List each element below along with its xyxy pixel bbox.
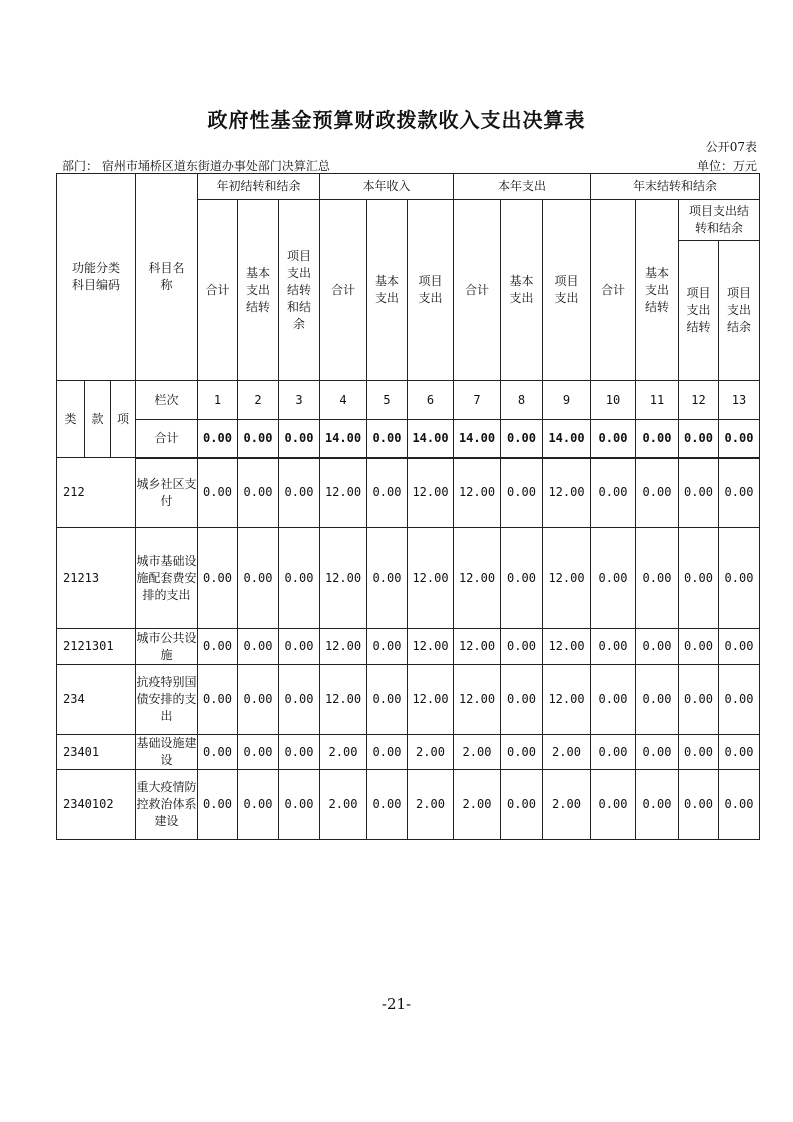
total-cell: 0.00	[719, 420, 760, 458]
row-value: 12.00	[408, 458, 454, 528]
row-name: 城市基础设施配套费安排的支出	[136, 528, 198, 629]
row-value: 0.00	[238, 665, 279, 735]
group-end-header: 年末结转和结余	[591, 174, 760, 200]
total-cell: 0.00	[679, 420, 719, 458]
row-value: 2.00	[543, 770, 591, 840]
row-value: 0.00	[198, 458, 238, 528]
row-value: 2.00	[543, 735, 591, 770]
row-value: 0.00	[367, 770, 408, 840]
col-header-total: 合计	[198, 200, 238, 381]
column-number: 12	[679, 381, 719, 420]
row-value: 12.00	[543, 528, 591, 629]
row-value: 2.00	[320, 770, 367, 840]
row-value: 0.00	[719, 665, 760, 735]
total-cell: 0.00	[367, 420, 408, 458]
row-value: 0.00	[367, 665, 408, 735]
row-value: 12.00	[408, 528, 454, 629]
table-row	[57, 735, 760, 770]
row-value: 0.00	[238, 735, 279, 770]
row-value: 0.00	[636, 665, 679, 735]
col-header-basic: 基本支出	[367, 200, 408, 381]
row-value: 12.00	[408, 665, 454, 735]
row-value: 2.00	[320, 735, 367, 770]
row-value: 2.00	[408, 770, 454, 840]
row-value: 0.00	[679, 528, 719, 629]
row-value: 0.00	[636, 629, 679, 665]
col-header-basic: 基本支出	[501, 200, 543, 381]
row-value: 0.00	[501, 458, 543, 528]
row-value: 0.00	[591, 735, 636, 770]
total-cell: 0.00	[238, 420, 279, 458]
col-header-basic-carry: 基本支出结转	[636, 200, 679, 381]
total-cell: 14.00	[408, 420, 454, 458]
group-income-header: 本年收入	[320, 174, 454, 200]
row-value: 0.00	[279, 735, 320, 770]
row-value: 12.00	[454, 458, 501, 528]
row-value: 12.00	[454, 528, 501, 629]
row-value: 0.00	[198, 665, 238, 735]
row-name: 重大疫情防控救治体系建设	[136, 770, 198, 840]
row-value: 0.00	[719, 629, 760, 665]
row-value: 0.00	[679, 770, 719, 840]
column-number: 5	[367, 381, 408, 420]
row-code: 23401	[57, 735, 136, 770]
row-name: 城乡社区支付	[136, 458, 198, 528]
row-value: 12.00	[320, 629, 367, 665]
row-value: 0.00	[591, 528, 636, 629]
row-value: 0.00	[679, 735, 719, 770]
total-cell: 14.00	[320, 420, 367, 458]
row-value: 0.00	[636, 528, 679, 629]
row-value: 0.00	[591, 665, 636, 735]
row-value: 12.00	[454, 629, 501, 665]
column-number: 8	[501, 381, 543, 420]
row-code: 234	[57, 665, 136, 735]
row-value: 0.00	[198, 770, 238, 840]
row-value: 0.00	[591, 458, 636, 528]
row-value: 12.00	[543, 665, 591, 735]
group-expense-header: 本年支出	[454, 174, 591, 200]
total-cell: 14.00	[543, 420, 591, 458]
row-name: 抗疫特别国债安排的支出	[136, 665, 198, 735]
col-header-project: 项目支出	[543, 200, 591, 381]
subject-name-header: 科目名称	[136, 174, 198, 381]
lei-header: 类	[57, 381, 85, 458]
column-number: 9	[543, 381, 591, 420]
row-value: 12.00	[320, 528, 367, 629]
row-value: 12.00	[543, 629, 591, 665]
row-name: 基础设施建设	[136, 735, 198, 770]
row-value: 0.00	[501, 629, 543, 665]
col-header-project-carry: 项目支出结转和结余	[279, 200, 320, 381]
column-number: 3	[279, 381, 320, 420]
total-cell: 14.00	[454, 420, 501, 458]
row-value: 0.00	[591, 629, 636, 665]
row-value: 0.00	[279, 770, 320, 840]
col-header-project-carry2: 项目支出结转	[679, 241, 719, 381]
row-value: 0.00	[636, 770, 679, 840]
row-value: 0.00	[719, 735, 760, 770]
row-value: 0.00	[238, 458, 279, 528]
unit-label: 单位：万元	[696, 159, 757, 173]
column-number: 11	[636, 381, 679, 420]
row-value: 0.00	[279, 629, 320, 665]
row-code: 212	[57, 458, 136, 528]
column-number: 4	[320, 381, 367, 420]
row-name: 城市公共设施	[136, 629, 198, 665]
row-value: 0.00	[501, 735, 543, 770]
total-cell: 0.00	[636, 420, 679, 458]
row-value: 12.00	[543, 458, 591, 528]
row-value: 0.00	[367, 458, 408, 528]
sub-project-group-header: 项目支出结转和结余	[679, 200, 760, 241]
total-row-label: 合计	[136, 420, 198, 458]
total-cell: 0.00	[279, 420, 320, 458]
column-number: 1	[198, 381, 238, 420]
col-header-project-surplus: 项目支出结余	[719, 241, 760, 381]
row-value: 0.00	[367, 629, 408, 665]
row-value: 0.00	[279, 665, 320, 735]
column-number: 10	[591, 381, 636, 420]
group-begin-header: 年初结转和结余	[198, 174, 320, 200]
row-value: 0.00	[279, 528, 320, 629]
row-value: 0.00	[591, 770, 636, 840]
row-value: 0.00	[719, 528, 760, 629]
xiang-header: 项	[111, 381, 136, 458]
budget-table	[56, 173, 760, 840]
row-value: 0.00	[501, 528, 543, 629]
row-value: 0.00	[238, 629, 279, 665]
row-value: 0.00	[198, 528, 238, 629]
row-value: 0.00	[367, 528, 408, 629]
row-value: 0.00	[238, 770, 279, 840]
col-header-total: 合计	[591, 200, 636, 381]
table-row	[57, 665, 760, 735]
row-value: 0.00	[198, 735, 238, 770]
table-row	[57, 528, 760, 629]
row-value: 2.00	[454, 735, 501, 770]
row-value: 0.00	[279, 458, 320, 528]
row-value: 0.00	[679, 458, 719, 528]
table-row	[57, 770, 760, 840]
row-value: 0.00	[636, 735, 679, 770]
row-code: 2340102	[57, 770, 136, 840]
col-header-project: 项目支出	[408, 200, 454, 381]
row-value: 12.00	[320, 458, 367, 528]
row-value: 0.00	[719, 770, 760, 840]
total-cell: 0.00	[198, 420, 238, 458]
row-value: 12.00	[320, 665, 367, 735]
row-value: 0.00	[238, 528, 279, 629]
total-cell: 0.00	[591, 420, 636, 458]
row-value: 0.00	[501, 770, 543, 840]
page-title: 政府性基金预算财政拨款收入支出决算表	[207, 108, 586, 132]
kuan-header: 款	[85, 381, 111, 458]
row-value: 0.00	[679, 629, 719, 665]
col-header-total: 合计	[454, 200, 501, 381]
row-value: 0.00	[501, 665, 543, 735]
department-label: 部门： 宿州市埇桥区道东街道办事处部门决算汇总	[62, 159, 330, 173]
row-value: 2.00	[408, 735, 454, 770]
table-row	[57, 629, 760, 665]
row-value: 0.00	[367, 735, 408, 770]
total-cell: 0.00	[501, 420, 543, 458]
row-value: 0.00	[198, 629, 238, 665]
col-header-basic-carry: 基本支出结转	[238, 200, 279, 381]
row-value: 12.00	[454, 665, 501, 735]
table-row	[57, 458, 760, 528]
row-value: 2.00	[454, 770, 501, 840]
lanci-label: 栏次	[136, 381, 198, 420]
column-number: 2	[238, 381, 279, 420]
row-value: 12.00	[408, 629, 454, 665]
func-code-header: 功能分类科目编码	[57, 174, 136, 381]
page-number: -21-	[381, 995, 412, 1013]
column-number: 6	[408, 381, 454, 420]
row-value: 0.00	[679, 665, 719, 735]
col-header-total: 合计	[320, 200, 367, 381]
row-value: 0.00	[636, 458, 679, 528]
column-number: 7	[454, 381, 501, 420]
form-number: 公开07表	[705, 140, 757, 154]
row-code: 2121301	[57, 629, 136, 665]
row-code: 21213	[57, 528, 136, 629]
column-number: 13	[719, 381, 760, 420]
row-value: 0.00	[719, 458, 760, 528]
